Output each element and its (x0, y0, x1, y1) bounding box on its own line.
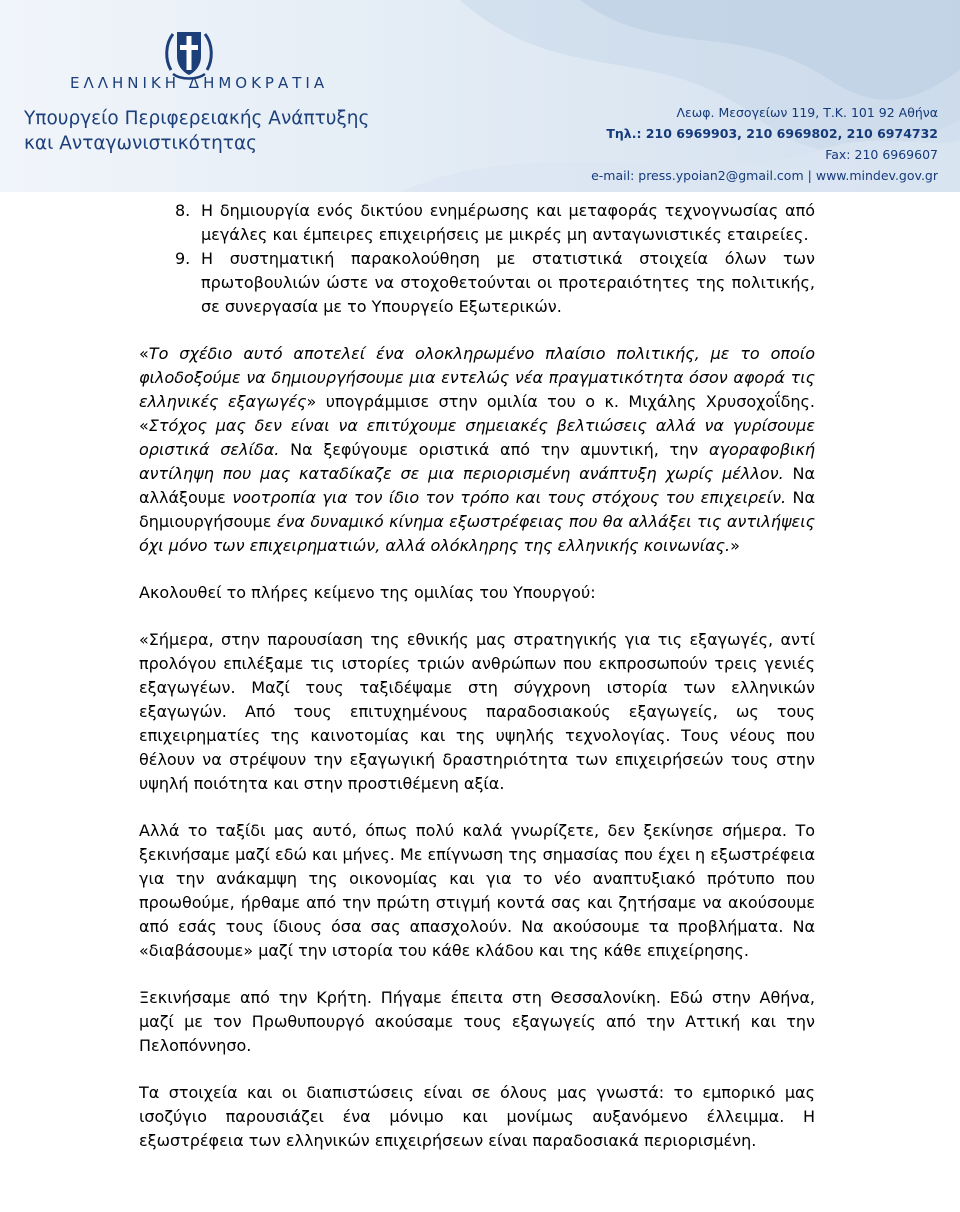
list-text: Η δημιουργία ενός δικτύου ενημέρωσης και μεταφοράς τεχνογνωσίας από μεγάλες και έμπειρες επιχειρήσεις με μικρές μη ανταγωνιστικές εταιρείες. (201, 201, 815, 244)
ministry-name (24, 106, 369, 156)
list-item (139, 199, 815, 247)
quote-close: » (730, 536, 740, 555)
speech-paragraph: Αλλά το ταξίδι μας αυτό, όπως πολύ καλά γνωρίζετε, δεν ξεκίνησε σήμερα. Το ξεκινήσαμε μαζί εδώ και μήνες. Με επίγνωση της σημασίας που έχει η εξωστρέφεια για την ανάκαμψη της οικονομίας και για το νέο αναπτυξιακό πρότυπο που προωθούμε, ήρθαμε από την πρώτη στιγμή κοντά σας και ζητήσαμε να ακούσουμε από εσάς τους ίδιους όσα σας απασχολούν. Να ακούσουμε τα προβλήματα. Να «διαβάσουμε» μαζί την ιστορία του κάθε κλάδου και της κάθε επιχείρησης. (139, 821, 815, 960)
quote-italic: ένα δυναμικό κίνημα εξωστρέφειας που θα αλλάξει τις αντιλήψεις όχι μόνο των επιχειρηματιών, αλλά ολόκληρης της ελληνικής κοινωνίας. (139, 512, 816, 555)
quote-italic: νοοτροπία για τον ίδιο τον τρόπο και τους στόχους του επιχειρείν. (232, 488, 787, 507)
contact-block (591, 102, 938, 186)
speech-paragraph: «Σήμερα, στην παρουσίαση της εθνικής μας στρατηγικής για τις εξαγωγές, αντί προλόγου επιλέξαμε τις ιστορίες τριών ανθρώπων που εκπροσωπούν τρεις γενιές εξαγωγέων. Μαζί τους ταξιδέψαμε στη σύγχρονη ιστορία των ελληνικών εξαγωγών. Από τους επιτυχημένους παραδοσιακούς εξαγωγείς, ως τους επιχειρηματίες της καινοτομίας και της υψηλής τεχνολογίας. Τους νέους που θέλουν να στρέψουν την εξαγωγική δραστηριότητα των επιχειρήσεών τους στην υψηλή ποιότητα και στην προστιθέμενη αξία. (139, 630, 815, 793)
quote-open: « (139, 344, 149, 363)
quote-italic: Το σχέδιο αυτό αποτελεί ένα ολοκληρωμένο πλαίσιο πολιτικής, με το οποίο φιλοδοξούμε να δημιουργήσουμε μια εντελώς νέα πραγματικότητα όσον αφορά τις ελληνικές εξαγωγές (139, 344, 815, 411)
list-number: 8. (175, 201, 191, 220)
speech-paragraph: Ξεκινήσαμε από την Κρήτη. Πήγαμε έπειτα στη Θεσσαλονίκη. Εδώ στην Αθήνα, μαζί με τον Πρωθυπουργό ακούσαμε τους εξαγωγείς από την Αττική και την Πελοπόννησο. (139, 988, 815, 1055)
address: Λεωφ. Μεσογείων 119, Τ.Κ. 101 92 Αθήνα (676, 105, 938, 120)
contact-separator: | (807, 168, 812, 183)
quote-text: Να δημιουργήσουμε (139, 488, 815, 531)
list-text: Η συστηματική παρακολούθηση με στατιστικά στοιχεία όλων των πρωτοβουλιών ώστε να στοχοθετούνται οι προτεραιότητες της πολιτικής, σε συνεργασία με το Υπουργείο Εξωτερικών. (201, 249, 815, 316)
quote-italic: αγοραφοβική αντίληψη που μας καταδίκαζε σε μια περιορισμένη ανάπτυξη χωρίς μέλλον. (139, 440, 816, 483)
quote-paragraph (139, 342, 815, 558)
speech-paragraph: Τα στοιχεία και οι διαπιστώσεις είναι σε όλους μας γνωστά: το εμπορικό μας ισοζύγιο παρουσιάζει ένα μόνιμο και μονίμως αυξανόμενο έλλειμμα. Η εξωστρέφεια των ελληνικών επιχειρήσεων είναι παραδοσιακά περιορισμένη. (139, 1083, 815, 1150)
website-link[interactable]: www.mindev.gov.gr (815, 168, 938, 183)
document-body (139, 199, 815, 1153)
list-item (139, 247, 815, 319)
quote-text: » υπογράμμισε στην ομιλία του ο κ. Μιχάλης Χρυσοχοΐδης. « (139, 392, 816, 435)
quote-text: Να ξεφύγουμε οριστικά από την αμυντική, την (279, 440, 709, 459)
intro-line: Ακολουθεί το πλήρες κείμενο της ομιλίας του Υπουργού: (139, 583, 596, 602)
quote-text: Να αλλάξουμε (139, 464, 815, 507)
phone: Τηλ.: 210 6969903, 210 6969802, 210 6974732 (606, 126, 938, 141)
ministry-name-line2: και Ανταγωνιστικότητας (24, 133, 257, 154)
ministry-name-line1: Υπουργείο Περιφερειακής Ανάπτυξης (24, 108, 370, 129)
letterhead (0, 0, 960, 192)
email-link[interactable]: e-mail: press.ypoian2@gmail.com (591, 168, 804, 183)
republic-title: ΕΛΛΗΝΙΚΗ ΔΗΜΟΚΡΑΤΙΑ (70, 74, 329, 92)
numbered-list (139, 199, 815, 319)
fax: Fax: 210 6969607 (825, 147, 938, 162)
list-number: 9. (175, 249, 191, 268)
quote-italic: Στόχος μας δεν είναι να επιτύχουμε σημειακές βελτιώσεις αλλά να γυρίσουμε οριστικά σελίδα. (139, 416, 815, 459)
email-web-line (591, 165, 938, 186)
